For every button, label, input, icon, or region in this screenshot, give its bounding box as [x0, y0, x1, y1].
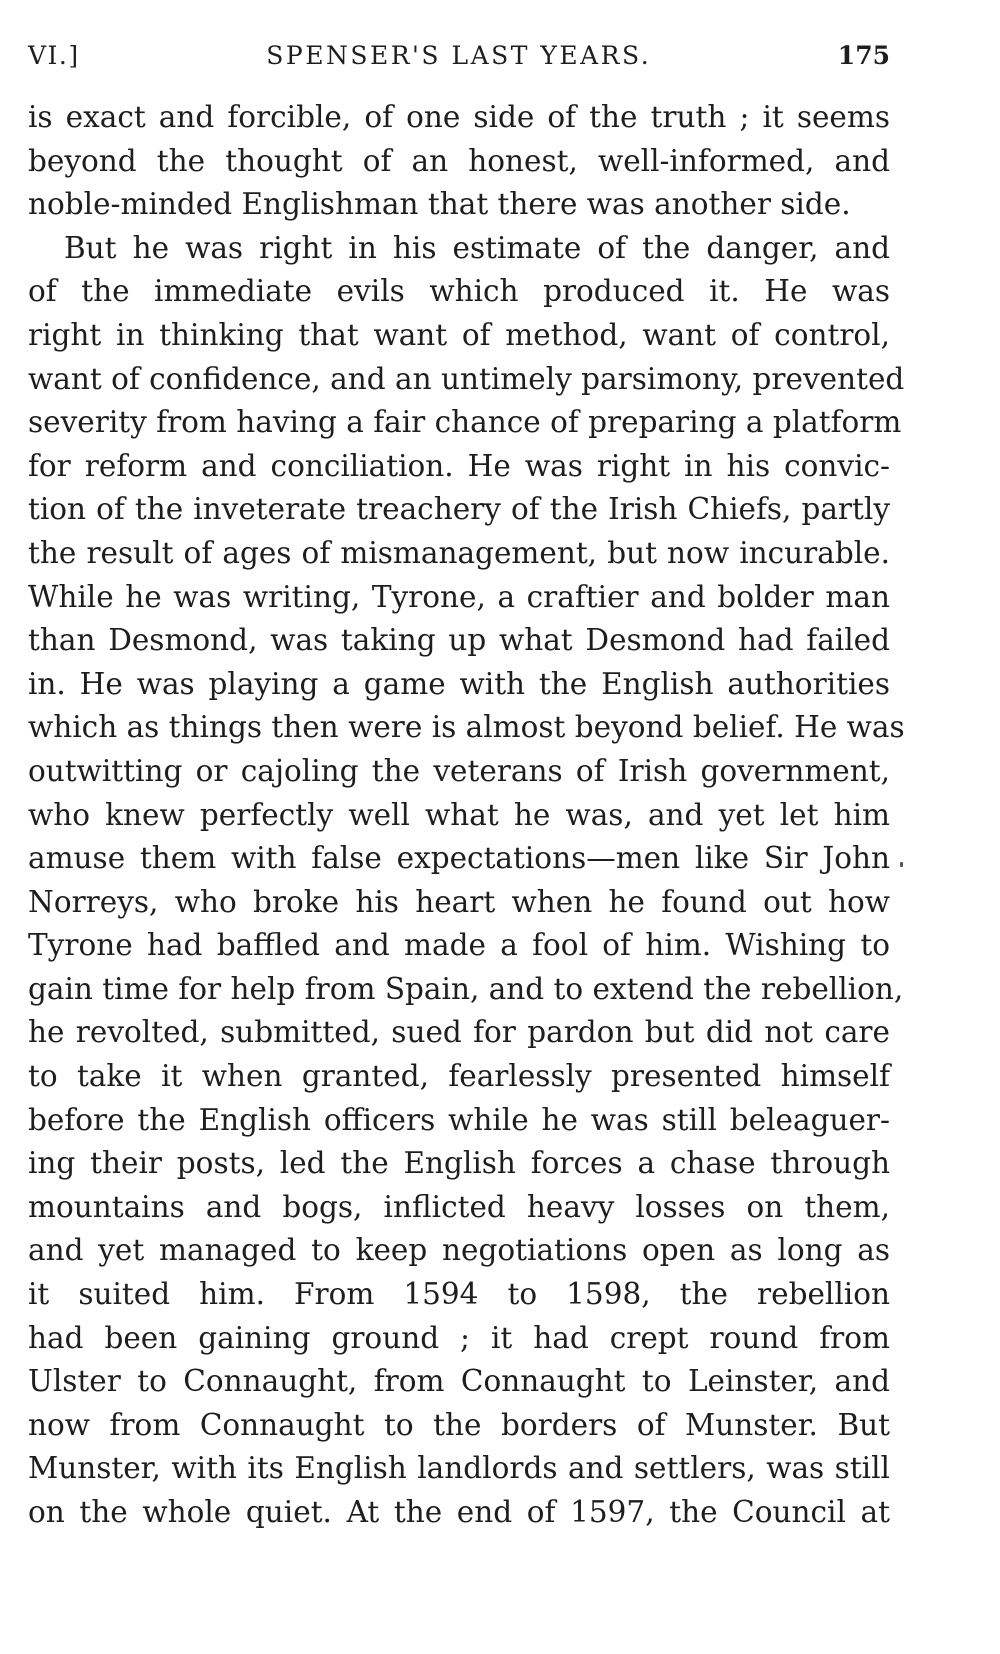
paragraph-1 — [28, 96, 890, 227]
text-line: ing their posts, led the English forces a chase through — [28, 1146, 890, 1181]
text-line: than Desmond, was taking up what Desmond had failed — [28, 623, 890, 658]
text-line: and yet managed to keep negotiations open as long as — [28, 1233, 890, 1268]
text-line: on the whole quiet. At the end of 1597, the Council at — [28, 1495, 890, 1529]
text-line: Norreys, who broke his heart when he found out how — [28, 884, 890, 919]
text-line: which as things then were is almost beyond belief. He was — [28, 710, 905, 745]
book-page — [28, 36, 905, 1535]
text-line: While he was writing, Tyrone, a craftier and bolder man — [28, 579, 890, 614]
print-speck — [900, 862, 903, 867]
text-line: tion of the inveterate treachery of the Irish Chiefs, partly — [28, 492, 890, 527]
text-line: mountains and bogs, inflicted heavy losses on them, — [28, 1189, 890, 1224]
text-line: it suited him. From 1594 to 1598, the rebellion — [28, 1277, 890, 1312]
text-line: now from Connaught to the borders of Munster. But — [28, 1407, 890, 1442]
text-line: before the English officers while he was still beleaguer- — [28, 1102, 890, 1137]
text-line: Munster, with its English landlords and settlers, was still — [28, 1451, 890, 1486]
text-line: But he was right in his estimate of the danger, and — [64, 230, 890, 265]
chapter-number: VI.] — [28, 41, 80, 70]
text-line: to take it when granted, fearlessly presented himself — [28, 1059, 890, 1094]
running-title: SPENSER'S LAST YEARS. — [266, 41, 652, 70]
body-text — [28, 96, 905, 1535]
running-head — [28, 36, 890, 76]
text-line: the result of ages of mismanagement, but now incurable. — [28, 535, 890, 570]
text-line: noble-minded Englishman that there was another side. — [28, 187, 851, 222]
text-line: who knew perfectly well what he was, and yet let him — [28, 797, 890, 832]
paragraph-2 — [28, 227, 905, 1535]
text-line: had been gaining ground ; it had crept round from — [28, 1320, 890, 1355]
text-line: for reform and conciliation. He was right in his convic- — [28, 448, 890, 483]
text-line: in. He was playing a game with the English authorities — [28, 666, 890, 701]
text-line: outwitting or cajoling the veterans of Irish government, — [28, 753, 890, 788]
text-line: Ulster to Connaught, from Connaught to Leinster, and — [28, 1364, 890, 1399]
text-line: he revolted, submitted, sued for pardon but did not care — [28, 1015, 890, 1050]
page-number: 175 — [837, 41, 890, 70]
text-line: right in thinking that want of method, want of control, — [28, 317, 890, 352]
text-line: amuse them with false expectations—men like Sir John — [28, 841, 890, 876]
text-line: want of confidence, and an untimely parsimony, prevented — [28, 361, 905, 396]
text-line: severity from having a fair chance of preparing a platform — [28, 405, 902, 440]
text-line: Tyrone had baffled and made a fool of him. Wishing to — [28, 928, 890, 963]
text-line: of the immediate evils which produced it. He was — [28, 274, 890, 309]
text-line: gain time for help from Spain, and to extend the rebellion, — [28, 971, 904, 1006]
text-line: is exact and forcible, of one side of the truth ; it seems — [28, 100, 890, 134]
text-line: beyond the thought of an honest, well-informed, and — [28, 143, 890, 178]
